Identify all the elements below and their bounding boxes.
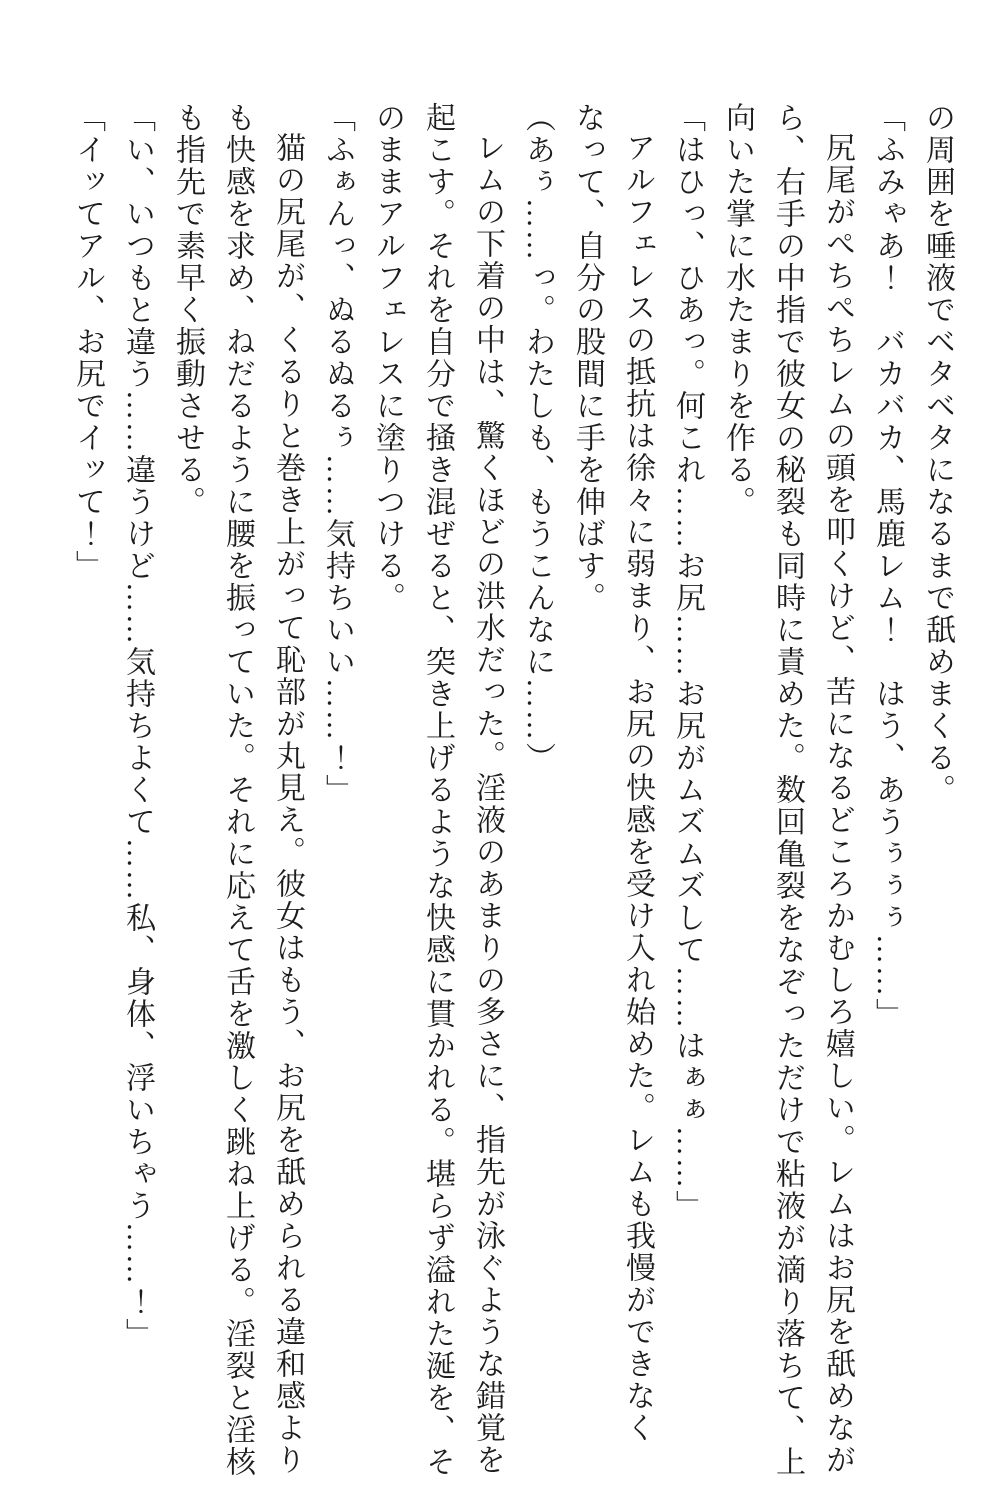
paragraph-narration: レムの下着の中は、驚くほどの洪水だった。淫液のあまりの多さに、指先が泳ぐような錯覚を起こす。それを自分で掻き混ぜると、突き上げるような快感に貫かれる。堪らず溢れた涎を、そのままアルフェレスに塗りつける。 bbox=[371, 102, 504, 1478]
paragraph-dialogue: 「はひっ、ひあっ。何これ……お尻……お尻がムズムズして……はぁぁ……」 bbox=[671, 102, 704, 1222]
paragraph-narration: 猫の尻尾が、くるりと巻き上がって恥部が丸見え。彼女はもう、お尻を舐められる違和感よりも快感を求め、ねだるように腰を振っていた。それに応えて舌を激しく跳ね上げる。淫裂と淫核も指先で素早く振動させる。 bbox=[171, 102, 304, 1478]
paragraph-dialogue: 「い、いつもと違う……違うけど……気持ちよくて……私、身体、浮いちゃう……！」 bbox=[121, 102, 154, 1350]
paragraph-dialogue: 「ふみゃあ！ バカバカ、馬鹿レム！ はう、あうぅぅぅ……」 bbox=[871, 102, 904, 1030]
paragraph-narration: アルフェレスの抵抗は徐々に弱まり、お尻の快感を受け入れ始めた。レムも我慢ができなくなって、自分の股間に手を伸ばす。 bbox=[571, 102, 654, 1444]
paragraph-continuation: の周囲を唾液でベタベタになるまで舐めまくる。 bbox=[921, 102, 954, 806]
paragraph-thought: （あぅ……っ。わたしも、もうこんなに……） bbox=[521, 102, 554, 774]
paragraph-narration: 尻尾がぺちぺちレムの頭を叩くけど、苦になるどころかむしろ嬉しい。レムはお尻を舐めながら、右手の中指で彼女の秘裂も同時に責めた。数回亀裂をなぞっただけで粘液が滴り落ちて、上向いた掌に水たまりを作る。 bbox=[721, 102, 854, 1478]
paragraph-dialogue: 「イッてアル、お尻でイッて！」 bbox=[71, 102, 104, 582]
paragraph-dialogue: 「ふぁんっ、ぬるぬるぅ……気持ちいい……！」 bbox=[321, 102, 354, 806]
novel-page bbox=[62, 102, 962, 1482]
